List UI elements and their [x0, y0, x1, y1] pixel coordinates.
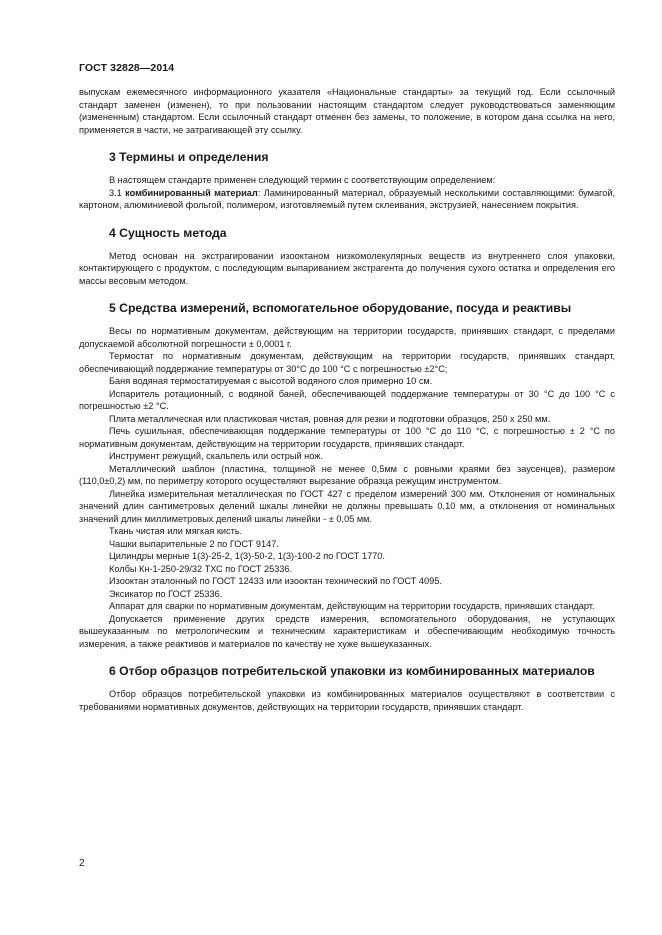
equipment-item: Весы по нормативным документам, действующим на территории государств, принявших стандарт, с пределами допускаемой абсолютной погрешности ± 0,0001 г. [79, 326, 615, 349]
equipment-item: Испаритель ротационный, с водяной баней, обеспечивающей поддержание температуры от 30 °С до 100 °С с погрешностью ±2 °С. [79, 388, 615, 411]
equipment-item: Цилиндры мерные 1(3)-25-2, 1(3)-50-2, 1(3)-100-2 по ГОСТ 1770. [109, 551, 385, 561]
equipment-item: Инструмент режущий, скальпель или острый нож. [109, 451, 323, 461]
equipment-item: Изооктан эталонный по ГОСТ 12433 или изооктан технический по ГОСТ 4095. [109, 576, 442, 586]
section-6-heading: 6 Отбор образцов потребительской упаковки из комбинированных материалов [109, 664, 595, 678]
section-6-paragraph: Отбор образцов потребительской упаковки из комбинированных материалов осуществляют в соответствии с требованиями нормативных документов, действующих на территории государств, принявших стандарт. [79, 689, 615, 712]
equipment-item: Эксикатор по ГОСТ 25336. [109, 588, 223, 599]
term-definition [79, 187, 615, 212]
section-3-heading: 3 Термины и определения [109, 150, 269, 164]
term-definition-text: : Ламинированный материал, образуемый несколькими составляющими: бумагой, картоном, алюминиевой фольгой, полимером, изготовляемый путем склеивания, экструзией, нанесением покрытия. [79, 187, 616, 210]
equipment-item: Плита металлическая или пластиковая чистая, ровная для резки и подготовки образцов, 250 х 250 мм. [109, 413, 551, 424]
equipment-item: Аппарат для сварки по нормативным документам, действующим на территории государств, принявших стандарт. [109, 601, 595, 611]
equipment-item: Печь сушильная, обеспечивающая поддержание температуры от 100 °С до 110 °С, с погрешностью ± 2 °С по нормативным документам, действующим на территории государств, принявших стандарт. [79, 426, 615, 449]
intro-paragraph: выпускам ежемесячного информационного указателя «Национальные стандарты» за текущий год. Если ссылочный стандарт заменен (изменен), то при пользовании настоящим стандартом следует руководствоваться заменяющим (измененным) стандартом. Если ссылочный стандарт отменен без замены, то положение, в котором дана ссылка на него, применяется в части, не затрагивающей эту ссылку. [79, 87, 615, 135]
equipment-item: Линейка измерительная металлическая по ГОСТ 427 с пределом измерений 300 мм. Отклонения от номинальных значений длин сантиметровых делений шкалы линейки не должны превышать 0,10 мм, а отклонения от номинальных значений длин миллиметровых делений шкалы линейки - ± 0,05 мм. [79, 488, 615, 524]
equipment-item: Термостат по нормативным документам, действующим на территории государств, принявших стандарт, обеспечивающий поддержание температуры от 30°С до 100 °С с погрешностью ±2°С; [79, 351, 615, 374]
document-body [79, 86, 615, 713]
section-4-heading: 4 Сущность метода [109, 225, 227, 240]
equipment-item: Ткань чистая или мягкая кисть. [109, 526, 243, 536]
equipment-item: Чашки выпарительные 2 по ГОСТ 9147. [109, 538, 279, 549]
section-3-paragraph: В настоящем стандарте применен следующий термин с соответствующим определением: [109, 175, 496, 185]
page-number: 2 [79, 858, 85, 869]
equipment-item: Баня водяная термостатируемая с высотой водяного слоя примерно 10 см. [109, 376, 433, 386]
term-name: комбинированный материал [125, 187, 258, 198]
section-5-heading: 5 Средства измерений, вспомогательное оборудование, посуда и реактивы [109, 301, 572, 315]
equipment-item: Допускается применение других средств измерения, вспомогательного оборудования, не уступающих вышеуказанным по метрологическим и техническим характеристикам и обеспечивающим необходимую точность измерения, а также реактивов и материалов по качеству не хуже вышеуказанных. [79, 613, 615, 649]
document-code-header: ГОСТ 32828—2014 [79, 62, 175, 74]
section-4-paragraph: Метод основан на экстрагировании изооктаном низкомолекулярных веществ из внутреннего слоя упаковки, контактирующего с продуктом, с последующим выпариванием экстрагента до получения сухого остатка и определения его массы весовым методом. [79, 250, 615, 286]
equipment-item: Металлический шаблон (пластина, толщиной не менее 0,5мм с ровными краями без заусенцев), размером (110,0±0,2) мм, по периметру которого осуществляют вырезание образца режущим инструментом. [79, 463, 615, 486]
equipment-item: Колбы Кн-1-250-29/32 ТХС по ГОСТ 25336. [109, 563, 293, 574]
term-number: 3.1 [109, 187, 126, 198]
